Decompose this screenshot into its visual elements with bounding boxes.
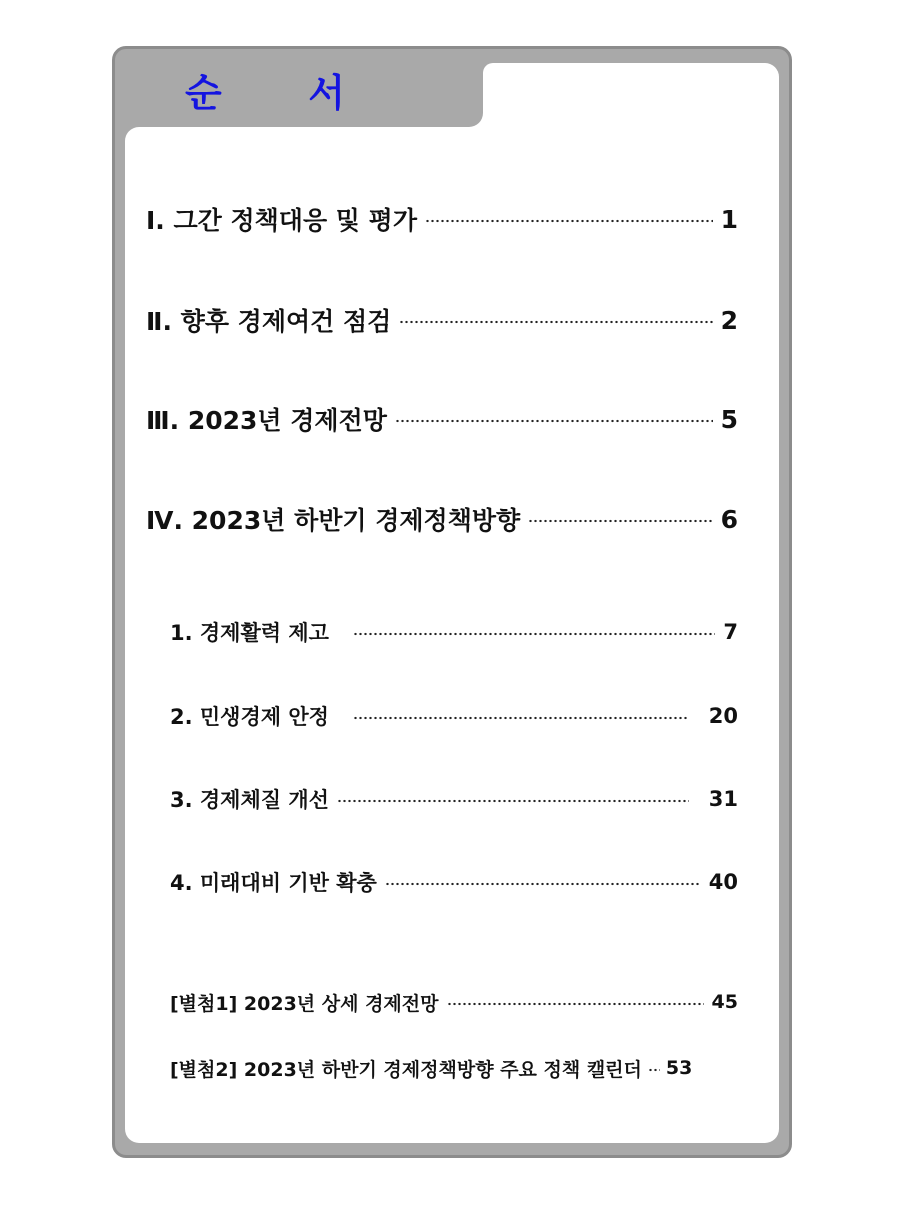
toc-appendix-label: [별첨2] 2023년 하반기 경제정책방향 주요 정책 캘린더 [170,1058,642,1081]
toc-subentry-label: 4. 미래대비 기반 확충 [170,871,377,895]
toc-entry-label: Ⅳ. 2023년 하반기 경제정책방향 [146,506,521,535]
dot-leader [337,799,689,803]
toc-subentry-page: 40 [708,870,738,894]
toc-entry-label: Ⅰ. 그간 정책대응 및 평가 [146,206,417,235]
dot-leader [447,1002,704,1006]
toc-entry-page: 2 [720,305,738,335]
toc-appendix-page: 45 [711,991,738,1013]
toc-subentry-2[interactable] [170,701,738,731]
toc-entry-4[interactable] [146,502,738,536]
title-char-2: 서 [308,70,345,115]
dot-leader [528,519,712,523]
dot-leader [353,632,715,636]
toc-subentry-3[interactable] [170,784,738,814]
dot-leader [353,716,689,720]
toc-subentry-4[interactable] [170,867,738,897]
toc-subentry-page: 31 [708,787,738,811]
toc-entry-2[interactable] [146,303,738,337]
toc-entry-page: 5 [720,404,738,434]
toc-appendix-label: [별첨1] 2023년 상세 경제전망 [170,992,439,1015]
dot-leader [425,219,713,223]
toc-entry-page: 1 [720,204,738,234]
dot-leader [385,882,701,886]
toc-appendix-page: 53 [665,1057,693,1079]
dot-leader [395,419,713,423]
toc-subentry-label: 3. 경제체질 개선 [170,788,329,812]
toc-subentry-label: 2. 민생경제 안정 [170,705,329,729]
toc-entry-3[interactable] [146,402,738,436]
toc-subentry-label: 1. 경제활력 제고 [170,621,329,645]
toc-entry-label: Ⅱ. 향후 경제여건 점검 [146,307,392,336]
toc-subentry-page: 7 [723,620,738,644]
toc-entry-label: Ⅲ. 2023년 경제전망 [146,406,387,435]
title-char-1: 순 [185,70,222,115]
toc-entry-page: 6 [720,504,738,534]
dot-leader [648,1068,660,1072]
toc-appendix-1[interactable] [170,988,738,1016]
toc-entry-1[interactable] [146,202,738,236]
toc-subentry-1[interactable] [170,617,738,647]
toc-subentry-page: 20 [708,704,738,728]
dot-leader [399,320,712,324]
toc-appendix-2[interactable] [170,1054,738,1082]
